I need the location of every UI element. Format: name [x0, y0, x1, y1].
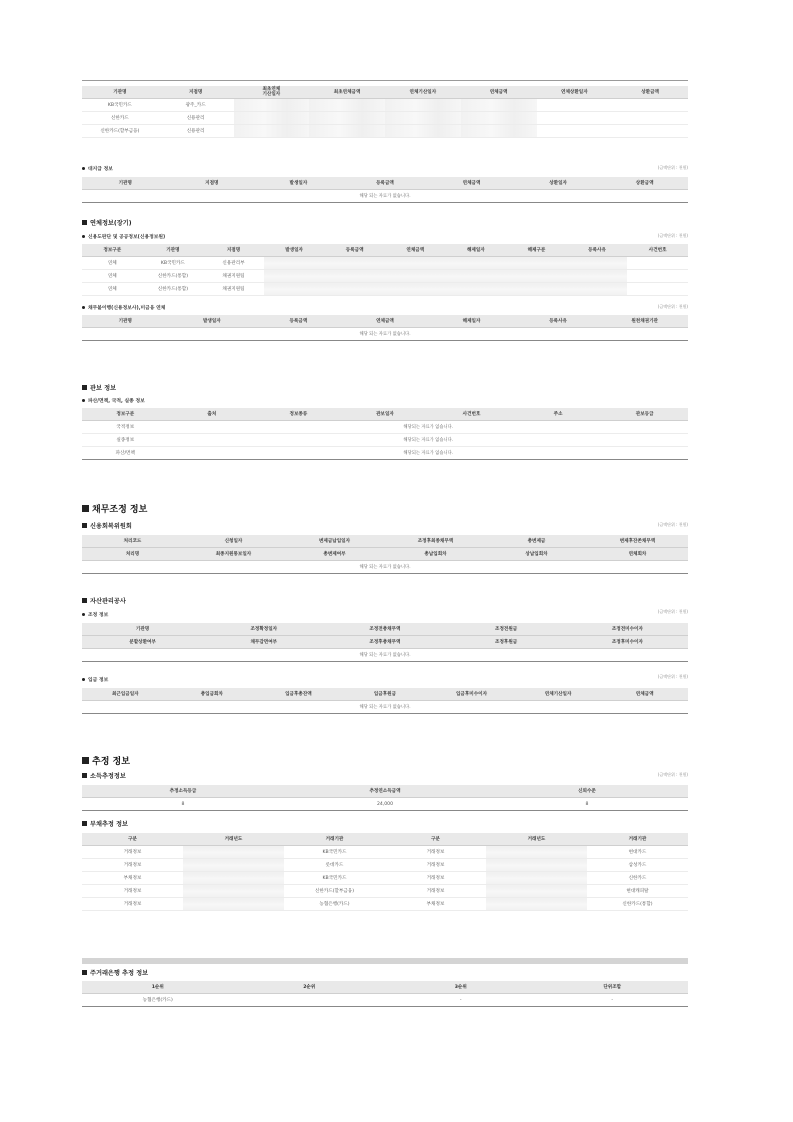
redacted-cell	[183, 859, 284, 872]
table-row	[82, 898, 688, 911]
income-table	[82, 785, 688, 811]
col-header: 정보종류	[255, 408, 342, 421]
debt-default-table	[82, 315, 688, 341]
ccrs-table	[82, 535, 688, 574]
table-row	[82, 846, 688, 859]
col-header: 추정소득등급	[82, 785, 284, 798]
no-data-message: 해당 되는 자료가 없습니다.	[82, 701, 688, 714]
cell: 거래정보	[385, 885, 486, 898]
col-header: 출처	[169, 408, 256, 421]
col-header: 상환금액	[601, 177, 688, 190]
col-header: 총변제금	[486, 535, 587, 548]
table-row	[82, 99, 688, 112]
col-header: 최종지원통보일자	[183, 548, 284, 561]
kamco-adjust-table	[82, 623, 688, 662]
cell: 24,000	[284, 798, 486, 811]
delinquency-title: 연체정보(장기)	[82, 218, 688, 227]
redacted-cell	[183, 898, 284, 911]
cell: 채권지원팀	[203, 270, 264, 283]
table-row	[82, 859, 688, 872]
overdue-top-section	[82, 86, 688, 138]
page-break-band	[82, 958, 688, 964]
redacted-cell	[234, 99, 310, 112]
redacted-cell	[461, 125, 537, 138]
redacted-cell	[385, 112, 461, 125]
redacted-cell	[183, 846, 284, 859]
col-header: 연체금액	[601, 688, 688, 701]
cell: 거래정보	[385, 846, 486, 859]
debt-default-subtitle: 채무불이행(신용정보사),미금융 연체	[82, 304, 688, 311]
no-data-message: 해당 되는 자료가 없습니다.	[82, 328, 688, 341]
cell: 채권지원팀	[203, 283, 264, 296]
cell: 삼성카드	[587, 859, 688, 872]
col-header: 조정후원금	[446, 636, 567, 649]
cell: 신한카드	[587, 872, 688, 885]
col-header: 단위조합	[537, 981, 689, 994]
col-header: 입금후원금	[342, 688, 429, 701]
redacted-cell	[506, 270, 567, 283]
col-header: 조정전총채무액	[324, 623, 445, 636]
subrogation-table	[82, 177, 688, 203]
col-header: 해제구분	[506, 244, 567, 257]
subrogation-section	[82, 165, 688, 203]
no-data-message: 해당되는 자료가 없습니다.	[169, 421, 688, 434]
cell: 거래정보	[82, 846, 183, 859]
cell: 롯데카드	[284, 859, 385, 872]
cell: 신용관리부	[203, 257, 264, 270]
redacted-cell	[385, 99, 461, 112]
col-header: 1순위	[82, 981, 234, 994]
cell: -	[385, 994, 537, 1007]
cell: 신한카드(통합)	[143, 283, 204, 296]
col-header: 발생일자	[264, 244, 325, 257]
col-header: 채무감면여부	[203, 636, 324, 649]
col-header: 관보등급	[601, 408, 688, 421]
kamco-deposit-subtitle: 입금 정보	[82, 676, 688, 683]
delinquency-table	[82, 244, 688, 296]
col-header: 조정전원금	[446, 623, 567, 636]
col-header: 총납입회차	[385, 548, 486, 561]
col-header: 3순위	[385, 981, 537, 994]
no-data-message: 해당 되는 자료가 없습니다.	[82, 649, 688, 662]
col-header: 기관명	[82, 315, 169, 328]
table-row	[82, 872, 688, 885]
cell: 농협은행(카드)	[82, 994, 234, 1007]
redacted-cell	[324, 283, 385, 296]
unit-label: (금액단위 : 천원)	[657, 522, 688, 527]
cell: 실종정보	[82, 434, 169, 447]
no-data-message: 해당 되는 자료가 없습니다.	[82, 561, 688, 574]
col-header: 변제후잔존채무액	[587, 535, 688, 548]
adjust-title: 채무조정 정보	[82, 502, 688, 515]
col-header: 구분	[82, 833, 183, 846]
public-subtitle: 파산/면책, 국적, 실종 정보	[82, 397, 688, 404]
col-header: 처리명	[82, 548, 183, 561]
income-title: 소득추정정보	[82, 771, 688, 780]
cell: 신한카드	[82, 112, 158, 125]
top-rule	[82, 80, 688, 81]
unit-label: (금액단위 : 천원)	[657, 609, 688, 614]
col-header: 연체기산일자	[385, 86, 461, 99]
cell: 국적정보	[82, 421, 169, 434]
redacted-cell	[461, 112, 537, 125]
cell: 현대캐피탈	[587, 885, 688, 898]
kamco-title: 자산관리공사	[82, 596, 688, 605]
redacted-cell	[264, 270, 325, 283]
col-header: 신청일자	[183, 535, 284, 548]
col-header: 원천채권기관	[601, 315, 688, 328]
col-header: 연체기산일자	[515, 688, 602, 701]
col-header: 조정전미수이자	[567, 623, 688, 636]
table-row	[82, 447, 688, 460]
cell: 부채정보	[82, 872, 183, 885]
mainbank-table	[82, 981, 688, 1007]
cell: 광주_카드	[158, 99, 234, 112]
cell: 연체	[82, 283, 143, 296]
cell	[612, 125, 688, 138]
col-header: 등록금액	[324, 244, 385, 257]
mainbank-section	[82, 968, 688, 1007]
public-title: 관보 정보	[82, 383, 688, 392]
cell: 연체	[82, 257, 143, 270]
unit-label: (금액단위 : 천원)	[657, 674, 688, 679]
redacted-cell	[567, 283, 628, 296]
col-header: 입금후총잔액	[255, 688, 342, 701]
redacted-cell	[385, 125, 461, 138]
col-header: 조정후총채무액	[324, 636, 445, 649]
col-header: 조정후최종채무액	[385, 535, 486, 548]
col-header: 거래년도	[183, 833, 284, 846]
table-row	[82, 994, 688, 1007]
col-header: 해제일자	[446, 244, 507, 257]
table-row	[82, 798, 688, 811]
cell: 파산/면책	[82, 447, 169, 460]
redacted-cell	[309, 99, 385, 112]
debt-estimate-table	[82, 833, 688, 911]
cell	[537, 99, 613, 112]
unit-label: (금액단위 : 천원)	[657, 772, 688, 777]
cell: 거래정보	[82, 859, 183, 872]
col-header: 연체회차	[587, 548, 688, 561]
delinquency-section	[82, 218, 688, 341]
cell: KB국민카드	[284, 846, 385, 859]
redacted-cell	[461, 99, 537, 112]
col-header: 사건번호	[428, 408, 515, 421]
col-header: 거래년도	[486, 833, 587, 846]
no-data-message: 해당되는 자료가 없습니다.	[169, 447, 688, 460]
cell: -	[537, 994, 689, 1007]
col-header: 사건번호	[627, 244, 688, 257]
redacted-cell	[324, 257, 385, 270]
col-header: 총변제여부	[284, 548, 385, 561]
table-row	[82, 270, 688, 283]
no-data-message: 해당 되는 자료가 없습니다.	[82, 190, 688, 203]
col-header: 거래기관	[587, 833, 688, 846]
col-header: 정보구분	[82, 408, 169, 421]
redacted-cell	[486, 859, 587, 872]
col-header: 총입금회차	[169, 688, 256, 701]
col-header: 등록금액	[342, 177, 429, 190]
cell: 거래정보	[385, 872, 486, 885]
col-header: 구분	[385, 833, 486, 846]
unit-label: (금액단위 : 천원)	[657, 304, 688, 309]
table-row	[82, 257, 688, 270]
redacted-cell	[385, 257, 446, 270]
col-header: 상환금액	[612, 86, 688, 99]
cell	[627, 270, 688, 283]
redacted-cell	[264, 283, 325, 296]
redacted-cell	[183, 872, 284, 885]
cell: 현대카드	[587, 846, 688, 859]
estimate-section	[82, 754, 688, 911]
redacted-cell	[446, 257, 507, 270]
cell: KB국민카드	[82, 99, 158, 112]
col-header: 연체금액	[342, 315, 429, 328]
col-header: 해제일자	[428, 315, 515, 328]
ccrs-title: 신용회복위원회	[82, 521, 688, 530]
cell: 거래정보	[385, 859, 486, 872]
cell: 거래정보	[82, 885, 183, 898]
col-header: 조정확정일자	[203, 623, 324, 636]
col-header: 상납입회차	[486, 548, 587, 561]
unit-label: (금액단위 : 천원)	[657, 165, 688, 170]
cell: 8	[486, 798, 688, 811]
col-header: 최초연체금액	[309, 86, 385, 99]
redacted-cell	[234, 112, 310, 125]
cell: 신한카드(통합)	[143, 270, 204, 283]
cell: 거래정보	[82, 898, 183, 911]
estimate-title: 추정 정보	[82, 754, 688, 767]
col-header: 지점명	[203, 244, 264, 257]
col-header: 2순위	[234, 981, 386, 994]
redacted-cell	[567, 270, 628, 283]
table-row	[82, 125, 688, 138]
cell	[234, 994, 386, 1007]
col-header: 지점명	[158, 86, 234, 99]
col-header: 신뢰수준	[486, 785, 688, 798]
table-row	[82, 885, 688, 898]
cell: KB국민카드	[284, 872, 385, 885]
table-row	[82, 434, 688, 447]
redacted-cell	[264, 257, 325, 270]
cell: 8	[82, 798, 284, 811]
col-header: 연체금액	[385, 244, 446, 257]
credit-subtitle: 신용도판단 및 공공정보(신용정보원)	[82, 233, 688, 240]
col-header: 발생일자	[255, 177, 342, 190]
no-data-message: 해당되는 자료가 없습니다.	[169, 434, 688, 447]
col-header: 최초연체 기산일자	[234, 86, 310, 99]
col-header: 주소	[515, 408, 602, 421]
mainbank-title: 주거래은행 추정 정보	[82, 968, 688, 977]
redacted-cell	[486, 898, 587, 911]
redacted-cell	[385, 283, 446, 296]
cell	[627, 283, 688, 296]
kamco-adjust-subtitle: 조정 정보	[82, 611, 688, 618]
col-header: 분할상환여부	[82, 636, 203, 649]
redacted-cell	[234, 125, 310, 138]
cell: 신용관리	[158, 125, 234, 138]
col-header: 상환일자	[515, 177, 602, 190]
cell	[612, 99, 688, 112]
col-header: 발생일자	[169, 315, 256, 328]
col-header: 연체금액	[461, 86, 537, 99]
redacted-cell	[486, 872, 587, 885]
table-row	[82, 283, 688, 296]
kamco-deposit-table	[82, 688, 688, 714]
adjust-section	[82, 502, 688, 574]
cell: 신한카드(할부금융)	[82, 125, 158, 138]
public-section	[82, 383, 688, 460]
cell: 농협은행(카드)	[284, 898, 385, 911]
table-row	[82, 421, 688, 434]
col-header: 추정연소득금액	[284, 785, 486, 798]
redacted-cell	[309, 112, 385, 125]
col-header: 연체금액	[428, 177, 515, 190]
table-row	[82, 112, 688, 125]
redacted-cell	[309, 125, 385, 138]
redacted-cell	[506, 257, 567, 270]
overdue-top-table	[82, 86, 688, 138]
cell	[537, 125, 613, 138]
cell	[612, 112, 688, 125]
redacted-cell	[486, 846, 587, 859]
redacted-cell	[567, 257, 628, 270]
col-header: 연체상환일자	[537, 86, 613, 99]
redacted-cell	[506, 283, 567, 296]
col-header: 변제금납입일자	[284, 535, 385, 548]
subrogation-title: 대지급 정보	[82, 165, 688, 172]
redacted-cell	[486, 885, 587, 898]
col-header: 기관명	[82, 86, 158, 99]
cell: KB국민카드	[143, 257, 204, 270]
cell	[627, 257, 688, 270]
cell: 신한카드(할부금융)	[284, 885, 385, 898]
redacted-cell	[183, 885, 284, 898]
public-table	[82, 408, 688, 460]
col-header: 처리코드	[82, 535, 183, 548]
redacted-cell	[324, 270, 385, 283]
debt-estimate-title: 부채추정 정보	[82, 819, 688, 828]
col-header: 등록금액	[255, 315, 342, 328]
col-header: 기관명	[143, 244, 204, 257]
col-header: 관보일자	[342, 408, 429, 421]
cell: 신한카드(통합)	[587, 898, 688, 911]
unit-label: (금액단위 : 천원)	[657, 233, 688, 238]
cell: 연체	[82, 270, 143, 283]
redacted-cell	[446, 270, 507, 283]
col-header: 지점명	[169, 177, 256, 190]
col-header: 거래기관	[284, 833, 385, 846]
col-header: 등록사유	[567, 244, 628, 257]
cell: 신용관리	[158, 112, 234, 125]
col-header: 기관명	[82, 177, 169, 190]
col-header: 조정후미수이자	[567, 636, 688, 649]
cell	[537, 112, 613, 125]
col-header: 정보구분	[82, 244, 143, 257]
col-header: 최근입금일자	[82, 688, 169, 701]
col-header: 기관명	[82, 623, 203, 636]
redacted-cell	[385, 270, 446, 283]
kamco-section	[82, 596, 688, 714]
col-header: 등록사유	[515, 315, 602, 328]
redacted-cell	[446, 283, 507, 296]
cell: 부채정보	[385, 898, 486, 911]
col-header: 입금후미수이자	[428, 688, 515, 701]
